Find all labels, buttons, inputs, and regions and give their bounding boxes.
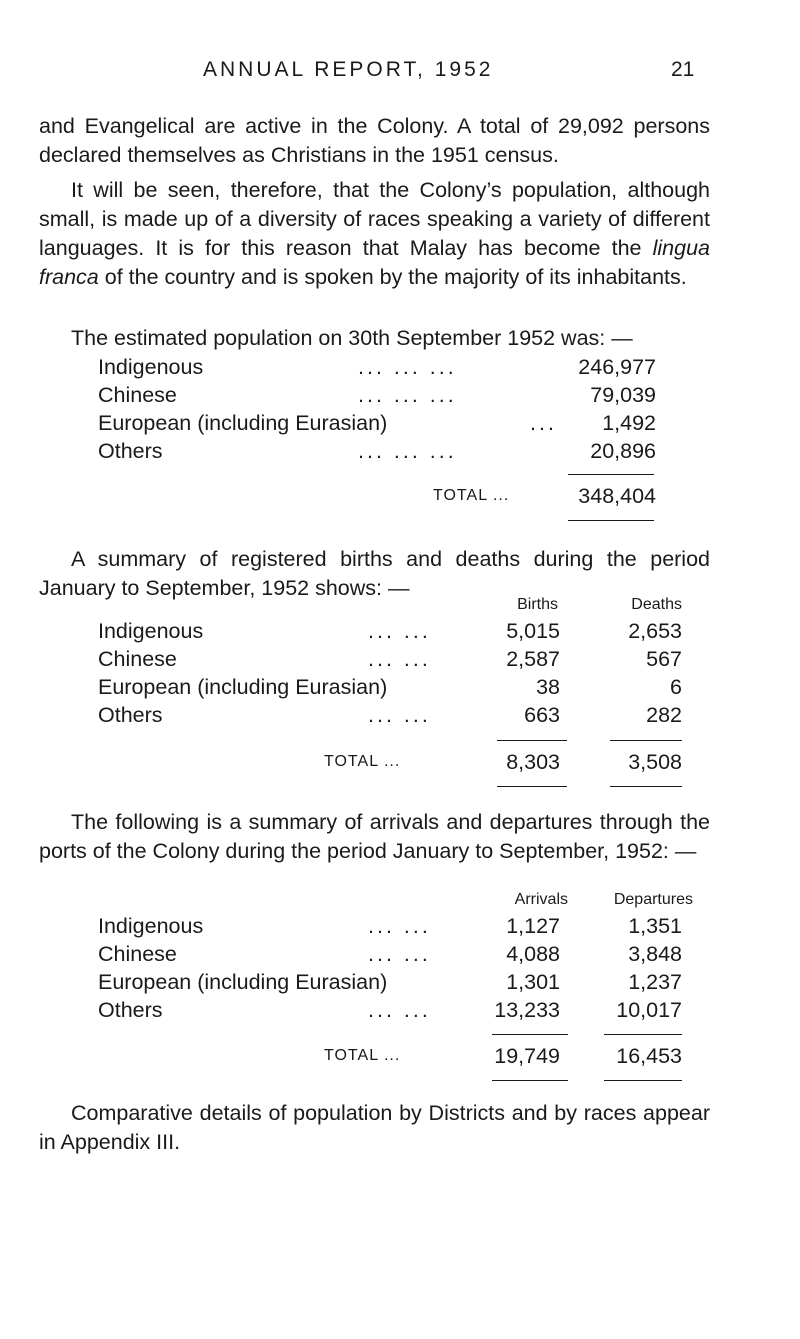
- page-number: 21: [671, 58, 695, 81]
- deaths-value: 6: [670, 675, 682, 699]
- arrivals-value: 1,127: [506, 914, 560, 938]
- population-intro: [39, 324, 710, 353]
- row-value: 246,977: [578, 355, 656, 379]
- total-row: [0, 750, 800, 776]
- row-leader: ... ...: [368, 647, 431, 671]
- running-header: [0, 58, 800, 88]
- deaths-header: Deaths: [631, 596, 682, 613]
- total-label: TOTAL ...: [324, 753, 401, 770]
- row-label: Others: [98, 439, 163, 463]
- row-leader: ... ...: [368, 619, 431, 643]
- total-row: [0, 1044, 800, 1070]
- travel-intro-text: The following is a summary of arrivals and departures through the ports of the Colony during the period January to September, 1952: —: [39, 810, 710, 863]
- row-label: Indigenous: [98, 914, 204, 938]
- row-label: European (including Eurasian): [98, 411, 388, 435]
- births-value: 663: [524, 703, 560, 727]
- row-label: Others: [98, 703, 163, 727]
- departures-value: 10,017: [616, 998, 682, 1022]
- table-row: [0, 647, 800, 673]
- total-rule: [610, 786, 682, 787]
- paragraph-languages: [39, 176, 710, 292]
- row-leader: ... ...: [368, 703, 431, 727]
- deaths-value: 282: [646, 703, 682, 727]
- departures-total: 16,453: [616, 1044, 682, 1068]
- subtotal-rule: [610, 740, 682, 741]
- departures-header: Departures: [613, 891, 693, 908]
- total-value: 348,404: [578, 484, 656, 508]
- births-value: 5,015: [506, 619, 560, 643]
- paragraph-languages-a: It will be seen, therefore, that the Colony’s population, although small, is made up of a diversity of races speaking a variety of different languages. It is for this reason that Malay has become the: [39, 178, 710, 260]
- total-rule: [492, 1080, 568, 1081]
- row-label: Indigenous: [98, 619, 204, 643]
- row-label: Others: [98, 998, 163, 1022]
- deaths-value: 567: [646, 647, 682, 671]
- arrivals-value: 13,233: [494, 998, 560, 1022]
- subtotal-rule: [604, 1034, 682, 1035]
- subtotal-rule: [568, 474, 654, 475]
- arrivals-header: Arrivals: [514, 891, 568, 908]
- deaths-total: 3,508: [628, 750, 682, 774]
- total-rule: [497, 786, 567, 787]
- closing-paragraph: [39, 1099, 710, 1157]
- arrivals-value: 4,088: [506, 942, 560, 966]
- table-row: [0, 383, 800, 409]
- births-total: 8,303: [506, 750, 560, 774]
- births-value: 38: [536, 675, 560, 699]
- lingua-franca-italic: lingua franca: [39, 236, 710, 289]
- vital-intro: [39, 545, 710, 603]
- row-leader: ... ... ...: [358, 355, 457, 379]
- closing-text: Comparative details of population by Districts and by races appear in Appendix III.: [39, 1101, 710, 1154]
- births-value: 2,587: [506, 647, 560, 671]
- table-row: [0, 439, 800, 465]
- total-rule: [568, 520, 654, 521]
- population-intro-text: The estimated population on 30th September 1952 was: —: [71, 326, 633, 350]
- births-header: Births: [517, 596, 558, 613]
- row-leader: ... ...: [368, 998, 431, 1022]
- subtotal-rule: [492, 1034, 568, 1035]
- table-row: [0, 914, 800, 940]
- row-leader: ... ...: [368, 914, 431, 938]
- row-label: Chinese: [98, 647, 177, 671]
- total-row: [0, 484, 800, 510]
- subtotal-rule: [497, 740, 567, 741]
- total-label: TOTAL ...: [324, 1047, 401, 1064]
- table-row: [0, 703, 800, 729]
- table-row: [0, 998, 800, 1024]
- deaths-value: 2,653: [628, 619, 682, 643]
- arrivals-total: 19,749: [494, 1044, 560, 1068]
- row-label: Chinese: [98, 942, 177, 966]
- departures-value: 1,351: [628, 914, 682, 938]
- header-title: ANNUAL REPORT, 1952: [203, 58, 494, 81]
- total-rule: [604, 1080, 682, 1081]
- row-label: European (including Eurasian): [98, 675, 388, 699]
- row-value: 1,492: [602, 411, 656, 435]
- paragraph-languages-b: of the country and is spoken by the majority of its inhabitants.: [98, 265, 687, 289]
- row-label: Indigenous: [98, 355, 204, 379]
- table-row: [0, 970, 800, 996]
- travel-intro: [39, 808, 710, 866]
- row-value: 20,896: [590, 439, 656, 463]
- row-leader: ... ...: [368, 942, 431, 966]
- table-row: [0, 619, 800, 645]
- departures-value: 1,237: [628, 970, 682, 994]
- table-row: [0, 355, 800, 381]
- row-leader: ... ... ...: [358, 439, 457, 463]
- row-label: European (including Eurasian): [98, 970, 388, 994]
- row-leader: ...: [530, 411, 557, 435]
- row-leader: ... ... ...: [358, 383, 457, 407]
- table-row: [0, 675, 800, 701]
- paragraph-evangelical: and Evangelical are active in the Colony. A total of 29,092 persons declared themselves as Christians in the 1951 census.: [39, 114, 710, 167]
- departures-value: 3,848: [628, 942, 682, 966]
- row-value: 79,039: [590, 383, 656, 407]
- table-row: [0, 942, 800, 968]
- arrivals-value: 1,301: [506, 970, 560, 994]
- total-label: TOTAL ...: [433, 487, 510, 504]
- row-label: Chinese: [98, 383, 177, 407]
- table-row: [0, 411, 800, 437]
- vital-intro-text: A summary of registered births and deaths during the period January to September, 1952 shows: —: [39, 547, 710, 600]
